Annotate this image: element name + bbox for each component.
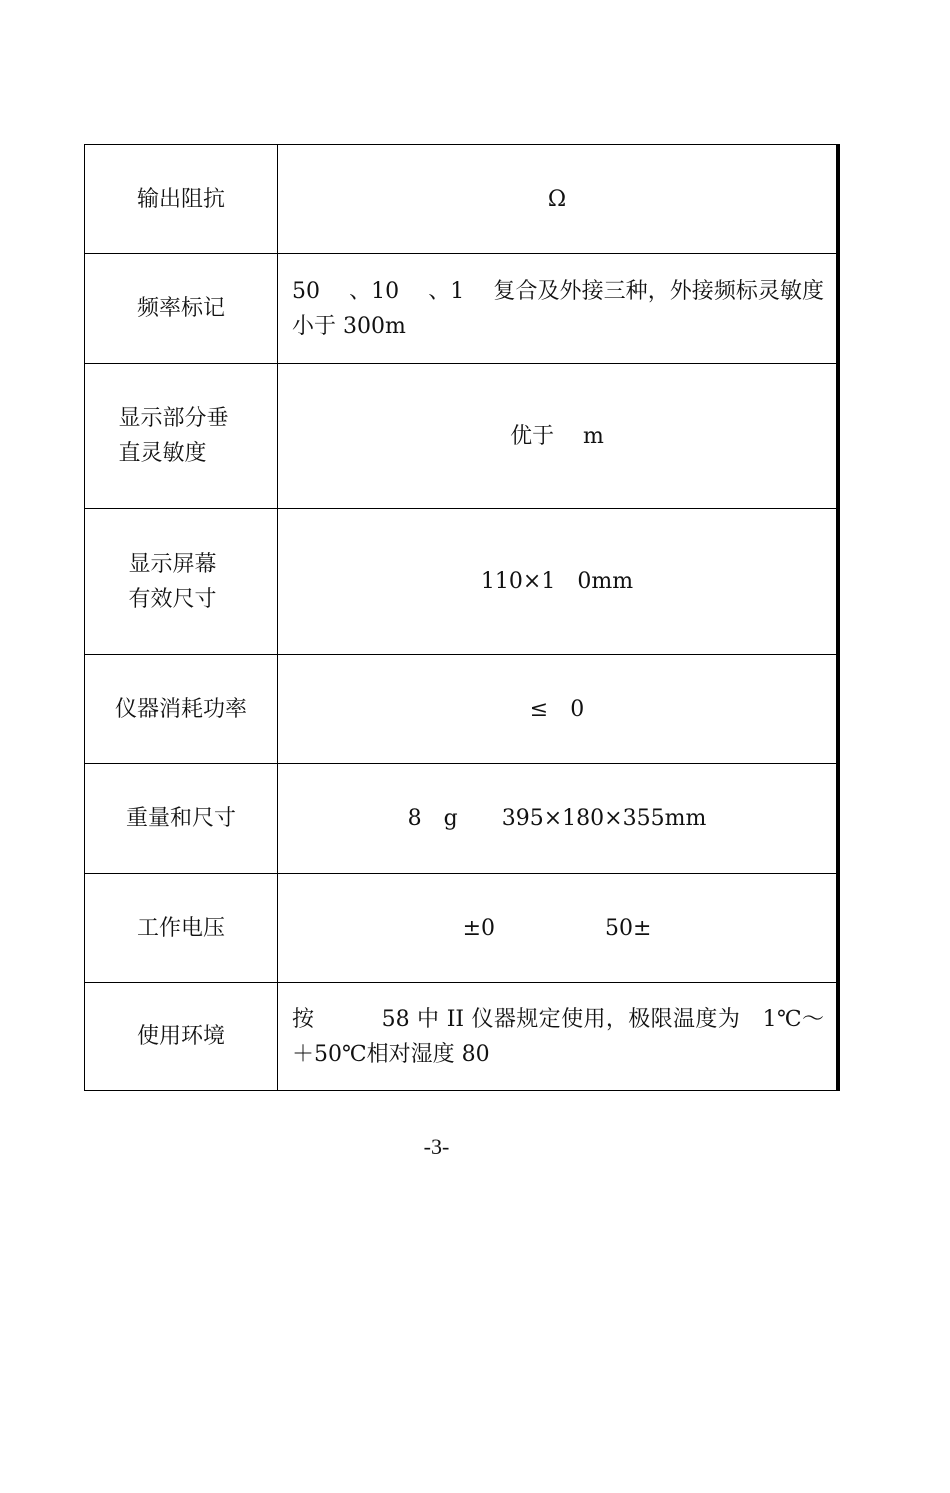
row-label	[85, 254, 278, 364]
row-value-text: 50 、10 、1 复合及外接三种，外接频标灵敏度小于 300m	[292, 278, 824, 339]
row-label-text: 使用环境	[136, 1024, 225, 1049]
row-value	[278, 764, 839, 874]
table-row	[85, 364, 839, 509]
row-value	[278, 655, 839, 764]
row-label	[85, 874, 278, 983]
row-value-text: 优于 m	[510, 423, 604, 449]
row-label-text: 重量和尺寸	[125, 806, 236, 831]
table-row	[85, 764, 839, 874]
row-label-text: 工作电压	[136, 915, 225, 941]
row-label	[85, 145, 278, 254]
row-value-text: 按 58 中 II 仪器规定使用，极限温度为 1℃～＋50℃相对湿度 80	[292, 1006, 824, 1067]
row-label-text: 仪器消耗功率	[114, 696, 247, 722]
row-label	[85, 364, 278, 509]
table-row	[85, 874, 839, 983]
page-number: -3-	[423, 1134, 450, 1159]
row-label	[85, 764, 278, 874]
row-value-text: 110×1 0mm	[480, 569, 634, 594]
row-label-text: 输出阻抗	[136, 186, 225, 212]
table-row	[85, 983, 839, 1091]
row-label	[85, 509, 278, 655]
row-label	[85, 655, 278, 764]
row-value	[278, 983, 839, 1091]
spec-table	[84, 144, 840, 1091]
row-value-text: Ω	[547, 186, 567, 212]
row-label-text: 显示屏幕有效尺寸	[128, 551, 217, 612]
row-value-text: 8 g 395×180×355mm	[407, 806, 707, 831]
row-value	[278, 874, 839, 983]
table-row	[85, 254, 839, 364]
table-row	[85, 145, 839, 254]
row-value-text: ±0 50±	[462, 915, 652, 941]
row-label-text: 频率标记	[136, 296, 225, 321]
row-value	[278, 254, 839, 364]
table-row	[85, 655, 839, 764]
row-value	[278, 509, 839, 655]
row-label	[85, 983, 278, 1091]
row-value-text: ≤ 0	[529, 696, 585, 722]
row-label-text: 显示部分垂直灵敏度	[118, 406, 229, 466]
row-value	[278, 364, 839, 509]
row-value	[278, 145, 839, 254]
table-row	[85, 509, 839, 655]
